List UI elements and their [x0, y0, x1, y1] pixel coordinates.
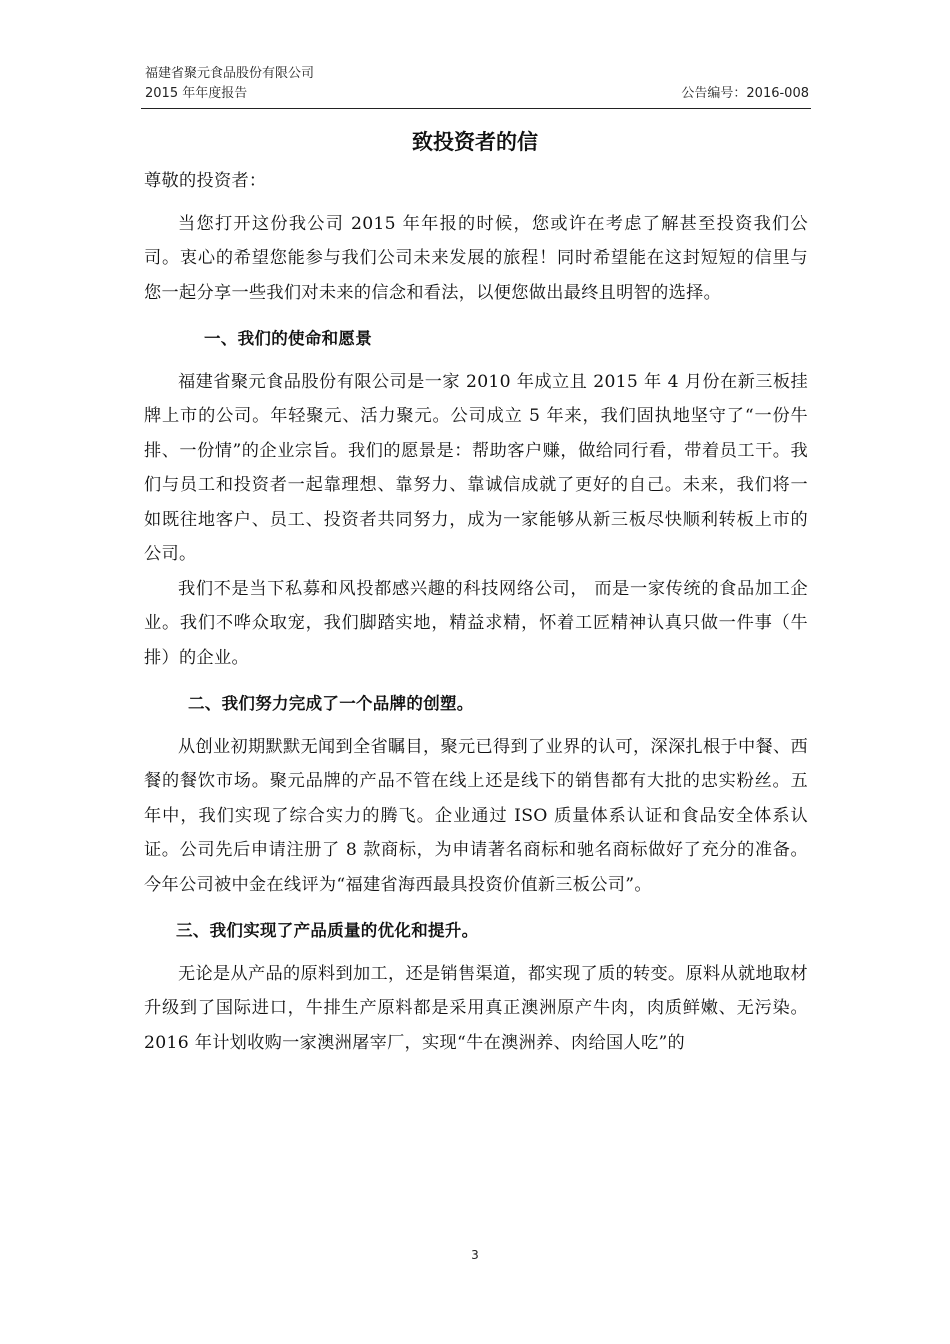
intro-paragraph: 当您打开这份我公司 2015 年年报的时候，您或许在考虑了解甚至投资我们公司。衷心的希望您能参与我们公司未来发展的旅程！同时希望能在这封短短的信里与您一起分享一些我们对未来的信念和看法，以便您做出最终且明智的选择。 [144, 213, 808, 303]
page-number: 3 [471, 1248, 479, 1262]
page-header [145, 64, 809, 104]
header-report-title: 2015 年年度报告 [145, 86, 248, 101]
letter-body [144, 164, 808, 1060]
letter-title: 致投资者的信 [412, 130, 538, 154]
section-3-paragraph: 无论是从产品的原料到加工，还是销售渠道，都实现了质的转变。原料从就地取材升级到了国际进口，牛排生产原料都是采用真正澳洲原产牛肉，肉质鲜嫩、无污染。2016 年计划收购一家澳洲屠宰厂，实现“牛在澳洲养、肉给国人吃”的 [144, 963, 808, 1053]
header-company: 福建省聚元食品股份有限公司 [145, 66, 315, 81]
header-divider [141, 108, 811, 109]
section-1-heading: 一、我们的使命和愿景 [204, 329, 372, 348]
header-notice-number: 公告编号：2016-008 [681, 86, 809, 101]
section-2-paragraph: 从创业初期默默无闻到全省瞩目，聚元已得到了业界的认可，深深扎根于中餐、西餐的餐饮市场。聚元品牌的产品不管在线上还是线下的销售都有大批的忠实粉丝。五年中，我们实现了综合实力的腾飞。企业通过 ISO 质量体系认证和食品安全体系认证。公司先后申请注册了 8 款商标，为申请著名商标和驰名商标做好了充分的准备。今年公司被中金在线评为“福建省海西最具投资价值新三板公司”。 [144, 736, 808, 895]
section-3-heading: 三、我们实现了产品质量的优化和提升。 [176, 921, 479, 940]
section-2-heading: 二、我们努力完成了一个品牌的创塑。 [188, 694, 474, 713]
salutation: 尊敬的投资者： [144, 171, 267, 191]
section-1-paragraph-2: 我们不是当下私募和风投都感兴趣的科技网络公司， 而是一家传统的食品加工企业。我们不哗众取宠，我们脚踏实地，精益求精，怀着工匠精神认真只做一件事（牛排）的企业。 [144, 578, 808, 668]
section-1-paragraph-1: 福建省聚元食品股份有限公司是一家 2010 年成立且 2015 年 4 月份在新三板挂牌上市的公司。年轻聚元、活力聚元。公司成立 5 年来，我们固执地坚守了“一份牛排、一份情”的企业宗旨。我们的愿景是：帮助客户赚，做给同行看，带着员工干。我们与员工和投资者一起靠理想、靠努力、靠诚信成就了更好的自己。未来，我们将一如既往地客户、员工、投资者共同努力，成为一家能够从新三板尽快顺利转板上市的公司。 [144, 371, 808, 564]
